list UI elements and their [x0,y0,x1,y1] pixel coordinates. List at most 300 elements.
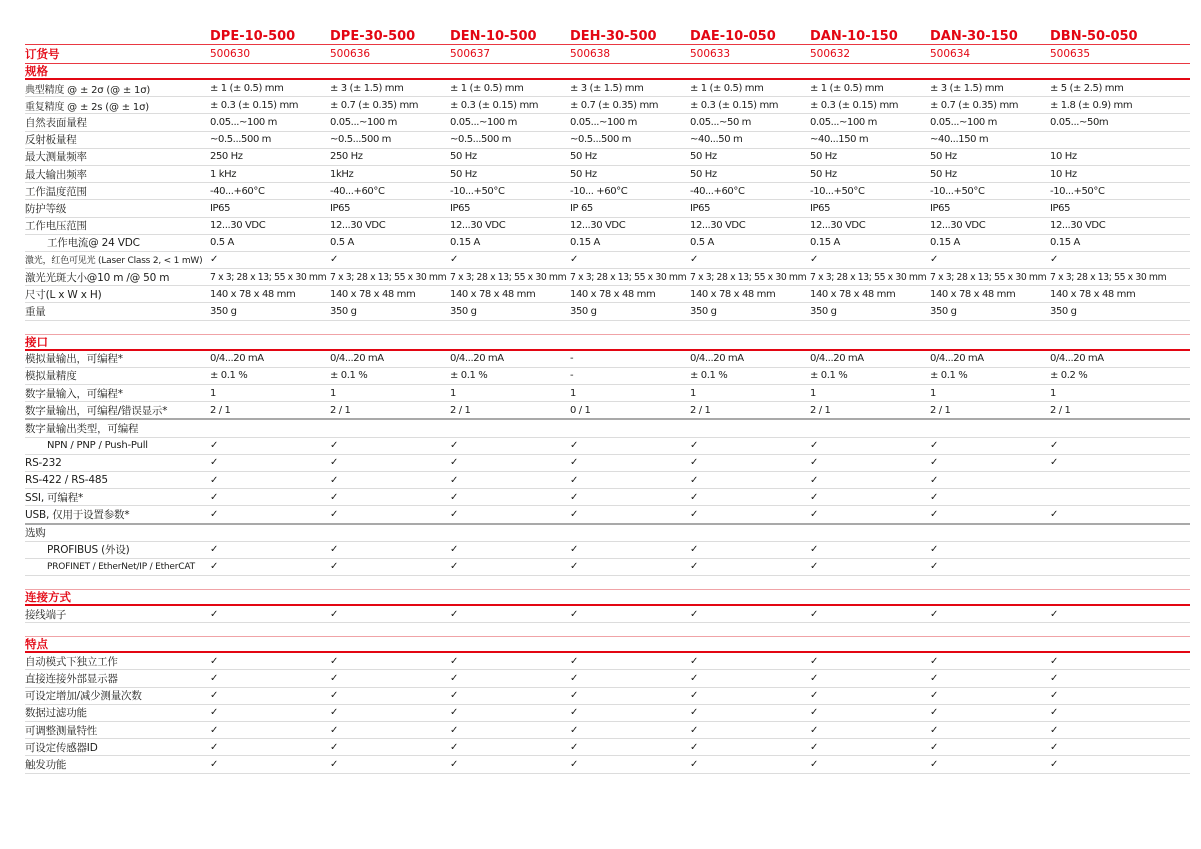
check-mark: ✓ [210,655,219,667]
check-mark: ✓ [570,724,579,736]
product-name: DAN-10-150 [810,29,898,44]
check-mark: ✓ [810,491,819,503]
row-label: 可设定增加/减少测量次数 [25,690,142,703]
check-mark: ✓ [1050,673,1059,685]
table-row [25,286,1190,303]
row-label: 直接连接外部显示器 [25,673,118,686]
check-mark: ✓ [330,457,339,469]
check-mark: ✓ [810,561,819,573]
spec-cell: 50 Hz [810,168,837,180]
check-mark: ✓ [690,690,699,702]
check-mark: ✓ [930,608,939,620]
spec-cell: 50 Hz [450,168,477,180]
spec-cell: 140 x 78 x 48 mm [450,288,536,300]
row-label: 激光光斑大小@10 m /@ 50 m [25,271,170,284]
check-mark: ✓ [450,254,459,266]
check-mark: ✓ [810,457,819,469]
spec-cell: 7 x 3; 28 x 13; 55 x 30 mm [330,271,447,283]
spec-cell: ± 1.8 (± 0.9) mm [1050,99,1133,111]
spec-cell: ± 0.3 (± 0.15) mm [210,99,299,111]
table-row [25,523,1190,542]
row-label: 反射板量程 [25,134,77,147]
spec-cell: IP65 [210,202,231,214]
spec-cell: ± 0.1 % [210,370,248,382]
check-mark: ✓ [1050,690,1059,702]
table-row [25,303,1190,320]
check-mark: ✓ [210,608,219,620]
row-label: USB, 仅用于设置参数* [25,508,130,521]
check-mark: ✓ [810,608,819,620]
row-label: 典型精度 @ ± 2σ (@ ± 1σ) [25,84,151,96]
check-mark: ✓ [570,741,579,753]
spec-cell: 12...30 VDC [1050,220,1106,232]
spec-cell: 350 g [690,306,717,318]
check-mark: ✓ [330,655,339,667]
row-label: 数字量输出类型，可编程 [25,422,139,435]
row-label: 工作电压范围 [25,220,87,233]
spec-cell: ± 0.1 % [450,370,488,382]
check-mark: ✓ [450,707,459,719]
product-header-row [25,27,1190,44]
check-mark: ✓ [570,474,579,486]
spec-cell: 50 Hz [930,151,957,163]
check-mark: ✓ [210,457,219,469]
spec-cell: 0/4...20 mA [1050,353,1104,365]
table-row [25,542,1190,559]
section-title: 规格 [25,64,48,78]
check-mark: ✓ [210,508,219,520]
check-mark: ✓ [450,673,459,685]
check-mark: ✓ [210,474,219,486]
spec-cell: -10...+50°C [450,185,505,197]
check-mark: ✓ [450,608,459,620]
check-mark: ✓ [1050,608,1059,620]
spec-cell: 12...30 VDC [570,220,626,232]
spec-cell: 350 g [570,306,597,318]
table-row [25,235,1190,252]
product-name: DAE-10-050 [690,29,776,44]
spec-cell: 12...30 VDC [330,220,386,232]
check-mark: ✓ [810,758,819,770]
check-mark: ✓ [450,544,459,556]
table-row [25,438,1190,455]
row-label: 数字量输出，可编程/错误显示* [25,404,168,417]
spec-cell: 7 x 3; 28 x 13; 55 x 30 mm [570,271,687,283]
spec-cell: - [570,370,574,382]
spec-cell: 2 / 1 [450,404,471,416]
spec-cell: 2 / 1 [930,404,951,416]
spec-cell: -10...+50°C [930,185,985,197]
check-mark: ✓ [930,655,939,667]
table-row [25,200,1190,217]
order-number-label: 订货号 [25,47,60,61]
table-row [25,402,1190,419]
table-row [25,269,1190,286]
check-mark: ✓ [210,544,219,556]
spec-cell: 50 Hz [810,151,837,163]
spec-cell: ± 0.3 (± 0.15) mm [810,99,899,111]
row-label: NPN / PNP / Push-Pull [47,440,148,452]
spec-cell: 0.5 A [330,237,354,249]
spec-cell: ± 1 (± 0.5) mm [810,82,884,94]
table-row [25,756,1190,773]
check-mark: ✓ [690,707,699,719]
check-mark: ✓ [450,491,459,503]
check-mark: ✓ [330,673,339,685]
order-number-row [25,45,1190,63]
check-mark: ✓ [330,758,339,770]
check-mark: ✓ [810,254,819,266]
row-label: 激光，红色可见光 (Laser Class 2, < 1 mW) [25,256,203,267]
spec-cell: 1kHz [330,168,354,180]
spec-cell: 140 x 78 x 48 mm [210,288,296,300]
check-mark: ✓ [570,673,579,685]
spec-cell: 0/4...20 mA [210,353,264,365]
spec-cell: 250 Hz [210,151,243,163]
row-label: RS-232 [25,456,62,469]
section-title: 连接方式 [25,590,71,605]
check-mark: ✓ [210,741,219,753]
spec-cell: 2 / 1 [330,404,351,416]
spec-cell: 140 x 78 x 48 mm [570,288,656,300]
spec-cell: 7 x 3; 28 x 13; 55 x 30 mm [450,271,567,283]
order-number: 500636 [330,48,371,60]
check-mark: ✓ [330,254,339,266]
check-mark: ✓ [930,741,939,753]
spec-cell: 140 x 78 x 48 mm [1050,288,1136,300]
table-row [25,455,1190,472]
check-mark: ✓ [210,254,219,266]
row-label: 自然表面量程 [25,116,87,129]
check-mark: ✓ [210,440,219,452]
row-label: 最大测量频率 [25,151,87,164]
row-label: 可调整测量特性 [25,724,98,737]
check-mark: ✓ [690,741,699,753]
row-label: 选购 [25,527,46,540]
spec-cell: IP 65 [570,202,593,214]
spec-cell: 1 kHz [210,168,237,180]
check-mark: ✓ [810,707,819,719]
spec-cell: IP65 [930,202,951,214]
spec-cell: 250 Hz [330,151,363,163]
spec-cell: IP65 [1050,202,1071,214]
check-mark: ✓ [210,724,219,736]
table-row [25,722,1190,739]
spec-cell: 1 [930,387,936,399]
check-mark: ✓ [570,491,579,503]
spec-cell: ± 3 (± 1.5) mm [930,82,1004,94]
check-mark: ✓ [330,724,339,736]
spec-cell: ± 3 (± 1.5) mm [330,82,404,94]
check-mark: ✓ [570,508,579,520]
spec-cell: 0 / 1 [570,404,591,416]
row-label: 数据过滤功能 [25,707,87,720]
check-mark: ✓ [330,544,339,556]
spec-cell: 50 Hz [570,168,597,180]
spec-cell: -40...+60°C [690,185,745,197]
check-mark: ✓ [570,690,579,702]
table-row [25,670,1190,687]
section-title: 特点 [25,637,48,652]
table-row [25,149,1190,166]
spec-cell: ± 0.7 (± 0.35) mm [330,99,419,111]
table-row [25,252,1190,269]
spec-cell: 350 g [810,306,837,318]
row-label: 工作温度范围 [25,185,87,198]
check-mark: ✓ [210,690,219,702]
spec-cell: 1 [210,387,216,399]
table-row [25,506,1190,523]
spec-cell: 2 / 1 [810,404,831,416]
table-row [25,739,1190,756]
spec-cell: ± 1 (± 0.5) mm [450,82,524,94]
check-mark: ✓ [450,457,459,469]
spec-cell: ~0.5...500 m [210,134,272,146]
spec-cell: -10...+50°C [1050,185,1105,197]
check-mark: ✓ [330,690,339,702]
spec-cell: 0/4...20 mA [450,353,504,365]
spec-cell: ± 0.1 % [330,370,368,382]
spec-cell: 140 x 78 x 48 mm [330,288,416,300]
check-mark: ✓ [810,440,819,452]
product-name: DPE-30-500 [330,29,416,44]
check-mark: ✓ [330,474,339,486]
table-row [25,183,1190,200]
check-mark: ✓ [1050,440,1059,452]
check-mark: ✓ [1050,254,1059,266]
row-label: 模拟量精度 [25,370,77,383]
spec-cell: 50 Hz [450,151,477,163]
check-mark: ✓ [330,440,339,452]
check-mark: ✓ [930,457,939,469]
check-mark: ✓ [690,544,699,556]
spec-cell: 50 Hz [930,168,957,180]
check-mark: ✓ [690,254,699,266]
check-mark: ✓ [690,758,699,770]
check-mark: ✓ [450,655,459,667]
product-name: DPE-10-500 [210,29,296,44]
spec-cell: IP65 [690,202,711,214]
spec-cell: 1 [330,387,336,399]
section-gap [25,321,1190,334]
row-label: 数字量输入，可编程* [25,387,123,400]
check-mark: ✓ [810,544,819,556]
check-mark: ✓ [930,724,939,736]
spec-cell: 0.05...~100 m [810,116,877,128]
table-row [25,653,1190,670]
row-label: 触发功能 [25,758,67,771]
table-row [25,472,1190,489]
check-mark: ✓ [690,440,699,452]
spec-cell: -10...+50°C [810,185,865,197]
row-label: 模拟量输出，可编程* [25,353,123,366]
spec-cell: 7 x 3; 28 x 13; 55 x 30 mm [690,271,807,283]
check-mark: ✓ [810,508,819,520]
table-row [25,114,1190,131]
spec-cell: 7 x 3; 28 x 13; 55 x 30 mm [810,271,927,283]
spec-cell: -40...+60°C [210,185,265,197]
spec-cell: ~0.5...500 m [330,134,392,146]
order-number: 500634 [930,48,971,60]
table-row [25,132,1190,149]
check-mark: ✓ [450,440,459,452]
order-number: 500635 [1050,48,1091,60]
spec-cell: 1 [810,387,816,399]
spec-cell: ± 0.7 (± 0.35) mm [930,99,1019,111]
spec-cell: 10 Hz [1050,168,1077,180]
spec-cell: 0.15 A [570,237,600,249]
check-mark: ✓ [930,440,939,452]
check-mark: ✓ [210,707,219,719]
spec-cell: ± 0.1 % [930,370,968,382]
product-name: DBN-50-050 [1050,29,1138,44]
check-mark: ✓ [450,724,459,736]
row-label: 可设定传感器ID [25,741,98,754]
row-label: 尺寸(L x W x H) [25,288,102,301]
spec-cell: 50 Hz [690,151,717,163]
check-mark: ✓ [570,440,579,452]
spec-cell: 2 / 1 [210,404,231,416]
spec-cell: 0.15 A [810,237,840,249]
spec-cell: IP65 [330,202,351,214]
spec-cell: -40...+60°C [330,185,385,197]
spec-cell: 50 Hz [690,168,717,180]
check-mark: ✓ [930,474,939,486]
spec-cell: 1 [690,387,696,399]
spec-cell: 350 g [210,306,237,318]
spec-cell: ~0.5...500 m [570,134,632,146]
order-number: 500632 [810,48,851,60]
check-mark: ✓ [570,544,579,556]
check-mark: ✓ [810,690,819,702]
check-mark: ✓ [210,758,219,770]
table-row [25,606,1190,623]
check-mark: ✓ [930,561,939,573]
product-name: DEN-10-500 [450,29,537,44]
row-label: 自动模式下独立工作 [25,655,118,668]
spec-cell: 350 g [930,306,957,318]
table-row [25,368,1190,385]
check-mark: ✓ [450,508,459,520]
spec-cell: - [570,353,574,365]
check-mark: ✓ [450,561,459,573]
table-row [25,489,1190,506]
spec-cell: 12...30 VDC [690,220,746,232]
check-mark: ✓ [810,474,819,486]
table-row [25,688,1190,705]
spec-comparison-table [25,27,1190,774]
spec-cell: 1 [450,387,456,399]
row-label: 重量 [25,306,46,319]
check-mark: ✓ [690,655,699,667]
section-gap [25,576,1190,589]
check-mark: ✓ [210,673,219,685]
spec-cell: 350 g [330,306,357,318]
check-mark: ✓ [330,741,339,753]
spec-cell: 350 g [1050,306,1077,318]
check-mark: ✓ [810,741,819,753]
spec-cell: 0.05...~100 m [210,116,277,128]
spec-cell: ~0.5...500 m [450,134,512,146]
check-mark: ✓ [450,690,459,702]
spec-cell: 12...30 VDC [810,220,866,232]
check-mark: ✓ [810,673,819,685]
spec-cell: 140 x 78 x 48 mm [810,288,896,300]
check-mark: ✓ [330,491,339,503]
check-mark: ✓ [690,608,699,620]
spec-cell: 2 / 1 [1050,404,1071,416]
spec-cell: 0.05...~100 m [570,116,637,128]
spec-cell: 140 x 78 x 48 mm [930,288,1016,300]
product-name: DEH-30-500 [570,29,657,44]
table-row [25,351,1190,368]
spec-cell: 12...30 VDC [930,220,986,232]
check-mark: ✓ [570,707,579,719]
spec-cell: 1 [570,387,576,399]
table-row [25,218,1190,235]
table-row [25,385,1190,402]
check-mark: ✓ [210,491,219,503]
table-row [25,418,1190,437]
check-mark: ✓ [930,758,939,770]
spec-cell: 140 x 78 x 48 mm [690,288,776,300]
spec-cell: 12...30 VDC [210,220,266,232]
spec-cell: ± 0.3 (± 0.15) mm [690,99,779,111]
spec-cell: 0.05...~50m [1050,116,1109,128]
row-label: 最大输出频率 [25,168,87,181]
spec-cell: ± 0.3 (± 0.15) mm [450,99,539,111]
check-mark: ✓ [570,608,579,620]
check-mark: ✓ [570,561,579,573]
order-number: 500637 [450,48,491,60]
spec-cell: ± 0.1 % [810,370,848,382]
check-mark: ✓ [1050,457,1059,469]
spec-cell: -10... +60°C [570,185,628,197]
spec-cell: 0.05...~100 m [450,116,517,128]
spec-cell: 7 x 3; 28 x 13; 55 x 30 mm [210,271,327,283]
spec-cell: ± 5 (± 2.5) mm [1050,82,1124,94]
section-title: 接口 [25,334,48,349]
row-label: RS-422 / RS-485 [25,474,108,487]
spec-cell: 350 g [450,306,477,318]
row-label: 接线端子 [25,608,67,621]
spec-cell: 50 Hz [570,151,597,163]
check-mark: ✓ [690,561,699,573]
spec-cell: IP65 [810,202,831,214]
spec-cell: 0.05...~100 m [930,116,997,128]
order-number: 500633 [690,48,731,60]
order-number: 500630 [210,48,251,60]
spec-cell: 0/4...20 mA [690,353,744,365]
check-mark: ✓ [1050,741,1059,753]
check-mark: ✓ [450,741,459,753]
order-number: 500638 [570,48,611,60]
check-mark: ✓ [1050,508,1059,520]
check-mark: ✓ [930,254,939,266]
spec-cell: 12...30 VDC [450,220,506,232]
row-label: PROFIBUS (外设) [47,544,130,557]
spec-cell: 0.15 A [930,237,960,249]
check-mark: ✓ [690,508,699,520]
spec-cell: 0.5 A [210,237,234,249]
check-mark: ✓ [690,673,699,685]
check-mark: ✓ [1050,758,1059,770]
check-mark: ✓ [930,544,939,556]
check-mark: ✓ [930,491,939,503]
row-label: 重复精度 @ ± 2s (@ ± 1σ) [25,101,149,113]
check-mark: ✓ [690,491,699,503]
row-label: SSI, 可编程* [25,491,84,504]
